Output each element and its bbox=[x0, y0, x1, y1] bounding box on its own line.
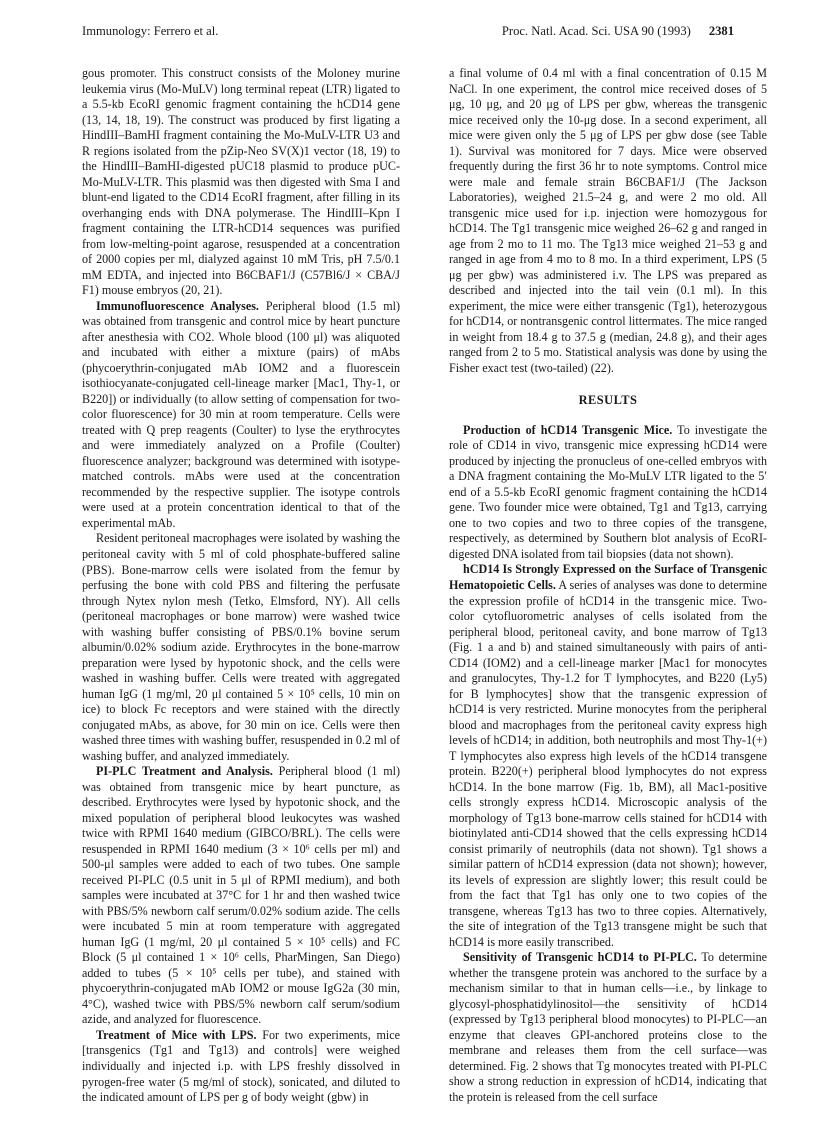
macrophage-paragraph: Resident peritoneal macrophages were isolated by washing the peritoneal cavity with 5 ml of cold phosphate-buffered saline (PBS). Bone-marrow cells were isolated from the femur by perfusing the bone with cold PBS and filtering the perfusate through Nytex nylon mesh (Tetko, Elmsford, NY). All cells (peritoneal macrophages or bone marrow) were washed twice with washing buffer consisting of PBS/0.1% bovine serum albumin/0.02% sodium azide. Erythrocytes in the bone-marrow preparation were lysed by hypotonic shock, and the cells were washed in washing buffer. Cells were treated with aggregated human IgG (1 mg/ml, 20 μl contained 5 × 10⁵ cells, 10 min on ice) to block Fc receptors and were stained with the directly conjugated mAbs, as above, for 30 min on ice. Cells were then washed three times with washing buffer, resuspended in 0.2 ml of washing buffer, and analyzed immediately. bbox=[82, 531, 400, 763]
piplc-text: Peripheral blood (1 ml) was obtained from transgenic mice by heart puncture, as described. Erythrocytes were lysed by hypotonic shock, and the mixed population of peripheral blood leukocytes was washed twice with RPMI 1640 medium (GIBCO/BRL). The cells were resuspended in RPMI 1640 medium (3 × 10⁶ cells per ml) and 500-μl samples were added to each of two tubes. One sample received PI-PLC (0.5 unit in 5 μl of RPMI medium), and both samples were incubated at 37°C for 1 hr and then washed twice with PBS/5% newborn calf serum/0.02% sodium azide. The cells were incubated 5 min at room temperature with aggregated human IgG (1 mg/ml, 20 μl contained 5 × 10⁵ cells) and FC Block (5 μl contained 1 × 10⁶ cells, PharMingen, San Diego) added to tubes (5 × 10⁵ cells per tube), and stained with phycoerythrin-conjugated mAb IOM2 or mouse IgG2a (30 min, 4°C), washed twice with PBS/5% newborn calf serum/sodium azide, and analyzed for fluorescence. bbox=[82, 764, 400, 1027]
expression-heading: hCD14 Is Strongly Expressed on the Surface of Transgenic Hematopoietic Cells. bbox=[449, 562, 767, 592]
lps-heading: Treatment of Mice with LPS. bbox=[96, 1027, 257, 1042]
sensitivity-heading: Sensitivity of Transgenic hCD14 to PI-PLC. bbox=[463, 950, 697, 965]
lps-paragraph bbox=[82, 1028, 400, 1106]
sensitivity-paragraph bbox=[449, 950, 767, 1105]
results-heading: RESULTS bbox=[578, 393, 638, 408]
production-heading: Production of hCD14 Transgenic Mice. bbox=[463, 422, 673, 437]
running-header-journal-block bbox=[502, 24, 734, 39]
immunofluorescence-text: Peripheral blood (1.5 ml) was obtained from transgenic and control mice by heart puncture after anesthesia with CO2. Whole blood (100 μl) was aliquoted and incubated with either a mixture (pairs) of mAbs (phycoerythrin-conjugated mAb IOM2 and a fluorescein isothiocyanate-conjugated cell-lineage marker [Mac1, Thy-1, or B220]) or individually (to allow setting of compensation for two-color fluorescence) for 30 min at room temperature. Cells were treated with Q prep reagents (Coulter) to lyse the erythrocytes and were immediately analyzed on a Profile (Coulter) fluorescence analyzer; background was determined with isotype-matched controls. mAbs were used at the concentration recommended by the respective supplier. The isotype controls were used at a protein concentration identical to that of the experimental mAb. bbox=[82, 298, 400, 530]
sensitivity-text: To determine whether the transgene protein was anchored to the surface by a mechanism similar to that in human cells—i.e., by linkage to glycosyl-phosphatidylinositol—the sensitivity of hCD14 (expressed by Tg13 peripheral blood monocytes) to PI-PLC—an enzyme that cleaves GPI-anchored proteins close to the membrane and releases them from the cell surface—was determined. Fig. 2 shows that Tg monocytes treated with PI-PLC show a strong reduction in expression of hCD14, indicating that the protein is released from the cell surface bbox=[449, 950, 767, 1104]
immunofluorescence-paragraph bbox=[82, 299, 400, 532]
production-text: To investigate the role of CD14 in vivo, transgenic mice expressing hCD14 were produced by injecting the pronucleus of one-celled embryos with a DNA fragment containing the Mo-MuLV LTR ligated to the 5′ end of a 5.5-kb EcoRI genomic fragment containing the hCD14 gene. Two founder mice were obtained, Tg1 and Tg13, carrying one to two copies and two to three copies of the transgene, respectively, as determined by Southern blot analysis of EcoRI-digested DNA isolated from tail biopsies (data not shown). bbox=[449, 422, 768, 561]
construct-paragraph: gous promoter. This construct consists of the Moloney murine leukemia virus (Mo-MuLV) long terminal repeat (LTR) ligated to a 5.5-kb EcoRI genomic fragment containing the hCD14 gene (13, 14, 18, 19). The construct was produced by first ligating a HindIII–BamHI fragment containing the Mo-MuLV-LTR U3 and R regions isolated from the pZip-Neo SV(X)1 vector (18, 19) to the HindIII–BamHI-digested pUC18 plasmid to produce pUC-Mo-MuLV-LTR. This plasmid was then digested with Sma I and blunt-end ligated to the CD14 EcoRI fragment, after filling in its overhanging ends with DNA polymerase. The HindIII–Kpn I fragment containing the LTR-hCD14 sequences was purified from low-melting-point agarose, resuspended at a concentration of 2000 copies per ml, dialyzed against 10 mM Tris, pH 7.5/0.1 mM EDTA, and injected into B6CBAF1/J (C57Bl6/J × CBA/J F1) mouse embryos (20, 21). bbox=[82, 66, 400, 298]
lps-continued-paragraph: a final volume of 0.4 ml with a final concentration of 0.15 M NaCl. In one experiment, the control mice received doses of 5 μg, 10 μg, and 20 μg of LPS per gbw, whereas the transgenic mice received only the 10-μg dose. In a second experiment, all mice were given only the 5 μg of LPS per gbw dose (see Table 1). Survival was monitored for 7 days. Mice were observed frequently during the first 36 hr to note symptoms. Control mice were male and female strain B6CBAF1/J (The Jackson Laboratories), weighed 21.5–24 g, and were 2 mo old. All transgenic mice used for i.p. injection were homozygous for hCD14. The Tg1 transgenic mice weighed 26–62 g and ranged in age from 2 mo to 11 mo. The Tg13 mice weighed 21–53 g and ranged in age from 4 mo to 8 mo. In a third experiment, LPS (5 μg per gbw) was administered i.v. The LPS was prepared as described and injected into the tail vein (0.1 ml). In this experiment, the mice were either transgenic (Tg1), heterozygous for hCD14, or nontransgenic control littermates. The mice ranged in weight from 18.4 g to 37.5 g (median, 24.8 g), and their ages ranged from 2 to 5 mo. Statistical analysis was done by using the Fisher exact test (two-tailed) (22). bbox=[449, 66, 767, 375]
running-header bbox=[82, 24, 734, 42]
left-column bbox=[82, 66, 400, 1106]
running-header-title: Immunology: Ferrero et al. bbox=[82, 24, 219, 38]
immunofluorescence-heading: Immunofluorescence Analyses. bbox=[96, 298, 259, 313]
right-column bbox=[449, 66, 767, 1106]
piplc-heading: PI-PLC Treatment and Analysis. bbox=[96, 764, 273, 779]
lps-text: For two experiments, mice [transgenics (Tg1 and Tg13) and controls] were weighed individually and injected i.p. with LPS freshly dissolved in pyrogen-free water (5 mg/ml of stock), sonicated, and diluted to the indicated amount of LPS per g of body weight (gbw) in bbox=[82, 1027, 401, 1105]
journal-citation: Proc. Natl. Acad. Sci. USA 90 (1993) bbox=[501, 24, 691, 38]
page-number: 2381 bbox=[708, 24, 734, 38]
expression-paragraph bbox=[449, 562, 767, 950]
production-paragraph bbox=[449, 423, 767, 563]
expression-text: A series of analyses was done to determine the expression profile of hCD14 in the transgenic mice. Two-color cytofluorometric analyses of cells isolated from the peripheral blood, peritoneal cavity, and bone marrow of Tg13 (Fig. 1 a and b) and stained simultaneously with pairs of anti-CD14 (IOM2) and a cell-lineage marker [Mac1 for monocytes and granulocytes, Thy-1.2 for T lymphocytes, and B220 (Ly5) for B lymphocytes] show that the transgenic expression of hCD14 is very restricted. Murine monocytes from the peripheral blood and macrophages from the peritoneal cavity express high levels of hCD14; in addition, both neutrophils and most Thy-1(+) T lymphocytes also express high levels of the hCD14 transgene protein. B220(+) peripheral blood lymphocytes do not express hCD14. In the bone marrow (Fig. 1b, BM), all Mac1-positive cells strongly express hCD14. Microscopic analysis of the morphology of Tg13 bone-marrow cells stained for hCD14 with biotinylated anti-CD14 showed that the cells expressing hCD14 consist primarily of neutrophils (data not shown). Tg1 shows a similar pattern of hCD14 expression (data not shown); however, its levels of expression are slightly lower; this result could be from the fact that Tg1 has only one to two copies of the transgene, whereas Tg13 has two to three copies. Alternatively, the site of integration of the Tg13 transgene might be such that hCD14 is more easily transcribed. bbox=[449, 577, 767, 949]
piplc-paragraph bbox=[82, 764, 400, 1028]
